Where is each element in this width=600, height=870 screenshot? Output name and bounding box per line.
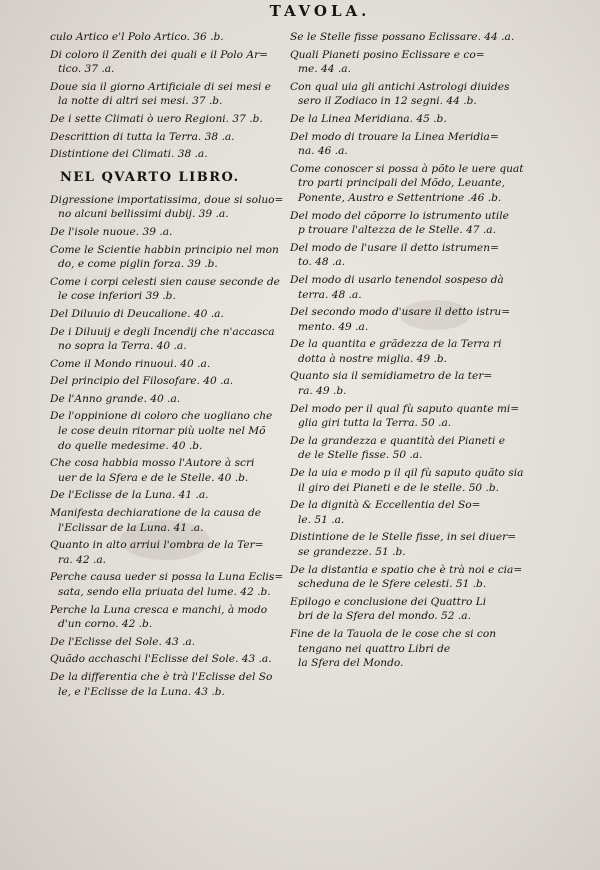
index-entry bbox=[290, 48, 550, 77]
index-entry-line: no alcuni bellissimi dubij. 39 .a. bbox=[58, 208, 229, 221]
index-entry bbox=[290, 434, 550, 463]
index-entry-line: Distintione dei Climati. 38 .a. bbox=[50, 148, 208, 161]
index-entry-line: terra. 48 .a. bbox=[298, 288, 362, 301]
index-entry-line: il giro dei Pianeti e de le stelle. 50 .b. bbox=[298, 481, 500, 494]
index-entry bbox=[50, 225, 286, 240]
index-entry-line: Quanto sia il semidiametro de la ter= bbox=[290, 370, 493, 383]
index-entry bbox=[50, 374, 286, 389]
index-entry-line: le cose inferiori 39 .b. bbox=[58, 290, 176, 303]
index-entry-line: la Sfera del Mondo. bbox=[298, 657, 404, 670]
index-entry bbox=[50, 357, 286, 372]
index-entry bbox=[50, 325, 286, 354]
index-entry-line: Come le Scientie habbin principio nel mon bbox=[50, 243, 279, 256]
index-entry bbox=[290, 466, 550, 495]
index-entry-line: ra. 49 .b. bbox=[298, 385, 347, 398]
index-entry-line: Del modo de l'usare il detto istrumen= bbox=[290, 241, 499, 254]
index-entry-line: De l'Eclisse del Sole. 43 .a. bbox=[50, 635, 196, 648]
index-entry-line: Manifesta dechiaratione de la causa de bbox=[50, 507, 262, 520]
section-title: NEL QVARTO LIBRO. bbox=[60, 169, 240, 185]
index-entry-line: Quãdo acchaschi l'Eclisse del Sole. 43 .a. bbox=[50, 653, 272, 666]
index-entry-line: De l'isole nuoue. 39 .a. bbox=[50, 225, 173, 238]
index-entry bbox=[50, 635, 286, 650]
index-entry bbox=[50, 30, 286, 45]
index-entry bbox=[290, 209, 550, 238]
index-entry-line: Quanto in alto arriui l'ombra de la Ter= bbox=[50, 539, 264, 552]
index-entry bbox=[290, 563, 550, 592]
index-entry bbox=[50, 147, 286, 162]
index-entry-line: glia giri tutta la Terra. 50 .a. bbox=[298, 417, 452, 430]
right-column bbox=[290, 30, 550, 674]
index-entry bbox=[290, 30, 550, 45]
index-entry-line: le, e l'Eclisse de la Luna. 43 .b. bbox=[58, 685, 225, 698]
index-entry-line: De la grandezza e quantità dei Pianeti e bbox=[290, 434, 506, 447]
index-entry-line: Come il Mondo rinuoui. 40 .a. bbox=[50, 357, 211, 370]
index-entry bbox=[290, 130, 550, 159]
index-entry-line: la notte di altri sei mesi. 37 .b. bbox=[58, 95, 223, 108]
left-column bbox=[50, 30, 286, 702]
index-entry-line: mento. 49 .a. bbox=[298, 320, 369, 333]
index-entry-line: De l'oppinione di coloro che uogliano che bbox=[50, 410, 273, 423]
index-entry bbox=[50, 392, 286, 407]
index-entry-line: sata, sendo ella priuata del lume. 42 .b. bbox=[58, 586, 271, 598]
index-entry-line: tico. 37 .a. bbox=[58, 63, 115, 76]
left-entries-before bbox=[50, 30, 286, 162]
index-entry bbox=[290, 305, 550, 334]
index-entry-line: tro parti principali del Mõdo, Leuante, bbox=[298, 177, 505, 190]
index-entry-line: De la uia e modo p il qil fù saputo quãto sia bbox=[290, 467, 524, 480]
index-entry-line: Epilogo e conclusione dei Quattro Li bbox=[290, 595, 487, 608]
index-entry bbox=[50, 307, 286, 322]
index-entry bbox=[290, 530, 550, 559]
index-entry bbox=[290, 402, 550, 431]
index-entry-line: De la dignità & Eccellentia del So= bbox=[290, 499, 481, 512]
index-entry-line: Del modo per il qual fù saputo quante mi= bbox=[290, 402, 520, 415]
index-entry-line: Del principio del Filosofare. 40 .a. bbox=[50, 375, 234, 388]
index-entry-line: Del secondo modo d'usare il detto istru= bbox=[290, 306, 511, 319]
index-entry-line: l'Eclissar de la Luna. 41 .a. bbox=[58, 521, 204, 534]
index-entry bbox=[50, 130, 286, 145]
index-entry bbox=[50, 80, 286, 109]
index-entry-line: ra. 42 .a. bbox=[58, 553, 107, 566]
index-entry-line: Del Diluuio di Deucalione. 40 .a. bbox=[50, 307, 224, 320]
page-header: TAVOLA. bbox=[269, 2, 371, 20]
index-entry bbox=[50, 112, 286, 127]
index-entry-line: dotta à nostre miglia. 49 .b. bbox=[298, 352, 448, 365]
index-entry-line: bri de la Sfera del mondo. 52 .a. bbox=[298, 610, 471, 623]
index-entry-line: Ponente, Austro e Settentrione .46 .b. bbox=[298, 191, 502, 204]
index-entry bbox=[50, 409, 286, 453]
index-entry bbox=[50, 243, 286, 272]
index-entry bbox=[50, 488, 286, 503]
index-entry-line: Che cosa habbia mosso l'Autore à scri bbox=[50, 457, 255, 470]
index-entry-line: De l'Anno grande. 40 .a. bbox=[50, 392, 181, 405]
index-entry bbox=[290, 162, 550, 206]
index-entry-line: Perche la Luna cresca e manchi, à modo bbox=[50, 603, 268, 616]
index-entry-line: Fine de la Tauola de le cose che si con bbox=[290, 627, 497, 640]
index-entry-line: scheduna de le Sfere celesti. 51 .b. bbox=[298, 578, 487, 591]
index-entry-line: Di coloro il Zenith dei quali e il Polo Ar= bbox=[50, 48, 269, 61]
index-entry bbox=[290, 369, 550, 398]
index-entry-line: no sopra la Terra. 40 .a. bbox=[58, 340, 187, 353]
index-entry-line: tengano nei quattro Libri de bbox=[298, 642, 451, 655]
index-entry-line: se grandezze. 51 .b. bbox=[298, 546, 406, 558]
index-entry bbox=[50, 652, 286, 667]
index-entry-line: De i Diluuij e degli Incendij che n'accasca bbox=[50, 325, 275, 338]
index-entry bbox=[290, 241, 550, 270]
index-entry bbox=[50, 603, 286, 632]
index-entry-line: Digressione importatissima, doue si soluo= bbox=[50, 193, 284, 206]
index-entry bbox=[290, 337, 550, 366]
index-entry-line: Doue sia il giorno Artificiale di sei mesi e bbox=[50, 80, 272, 93]
index-entry-line: De la distantia e spatio che è trà noi e cia= bbox=[290, 563, 523, 576]
index-entry bbox=[50, 538, 286, 567]
index-entry-line: Con qual uia gli antichi Astrologi diuides bbox=[290, 80, 510, 93]
index-entry-line: do quelle medesime. 40 .b. bbox=[58, 439, 203, 452]
index-entry-line: de le Stelle fisse. 50 .a. bbox=[298, 449, 423, 462]
index-entry-line: Distintione de le Stelle fisse, in sei diuer= bbox=[290, 531, 517, 544]
index-entry bbox=[50, 48, 286, 77]
index-entry-line: uer de la Sfera e de le Stelle. 40 .b. bbox=[58, 471, 249, 484]
index-entry-line: Quali Pianeti posino Eclissare e co= bbox=[290, 48, 485, 61]
index-entry bbox=[50, 570, 286, 599]
index-entry bbox=[50, 456, 286, 485]
index-entry-line: De la Linea Meridiana. 45 .b. bbox=[290, 112, 447, 125]
index-entry-line: to. 48 .a. bbox=[298, 256, 346, 269]
index-entry-line: Come i corpi celesti sien cause seconde de bbox=[50, 275, 280, 288]
index-entry bbox=[290, 80, 550, 109]
index-entry bbox=[290, 595, 550, 624]
index-entry-line: De la differentia che è trà l'Eclisse del So bbox=[50, 670, 273, 683]
index-entry-line: Descrittion di tutta la Terra. 38 .a. bbox=[50, 130, 235, 143]
index-entry-line: p trouare l'altezza de le Stelle. 47 .a. bbox=[298, 224, 496, 237]
index-entry-line: na. 46 .a. bbox=[298, 145, 348, 158]
index-entry bbox=[290, 112, 550, 127]
index-entry-line: culo Artico e'l Polo Artico. 36 .b. bbox=[50, 31, 224, 43]
index-entry-line: Come conoscer si possa à põto le uere quat bbox=[290, 162, 524, 175]
index-entry-line: Se le Stelle fisse possano Eclissare. 44 .a. bbox=[290, 31, 515, 43]
index-entry bbox=[290, 498, 550, 527]
index-entry bbox=[50, 275, 286, 304]
index-entry-line: le cose deuin ritornar più uolte nel Mõ bbox=[58, 425, 266, 438]
index-entry bbox=[290, 627, 550, 671]
index-entry bbox=[50, 670, 286, 699]
index-entry-line: Perche causa ueder si possa la Luna Eclis= bbox=[50, 571, 284, 584]
index-entry-line: Del modo del cõporre lo istrumento utile bbox=[290, 209, 509, 222]
index-entry-line: sero il Zodiaco in 12 segni. 44 .b. bbox=[298, 95, 477, 108]
index-entry-line: Del modo di trouare la Linea Meridia= bbox=[290, 130, 499, 143]
index-entry-line: d'un corno. 42 .b. bbox=[58, 618, 153, 631]
index-entry-line: le. 51 .a. bbox=[298, 513, 345, 526]
index-entry bbox=[50, 193, 286, 222]
index-entry bbox=[50, 506, 286, 535]
index-entry-line: me. 44 .a. bbox=[298, 63, 351, 76]
index-entry-line: De la quantita e grãdezza de la Terra ri bbox=[290, 338, 502, 351]
index-entry-line: De i sette Climati ò uero Regioni. 37 .b. bbox=[50, 112, 263, 125]
index-entry-line: do, e come piglin forza. 39 .b. bbox=[58, 258, 218, 271]
index-entry-line: Del modo di usarlo tenendol sospeso dà bbox=[290, 273, 504, 286]
left-entries-after bbox=[50, 193, 286, 699]
index-entry bbox=[290, 273, 550, 302]
right-entries bbox=[290, 30, 550, 671]
index-entry-line: De l'Eclisse de la Luna. 41 .a. bbox=[50, 489, 209, 502]
